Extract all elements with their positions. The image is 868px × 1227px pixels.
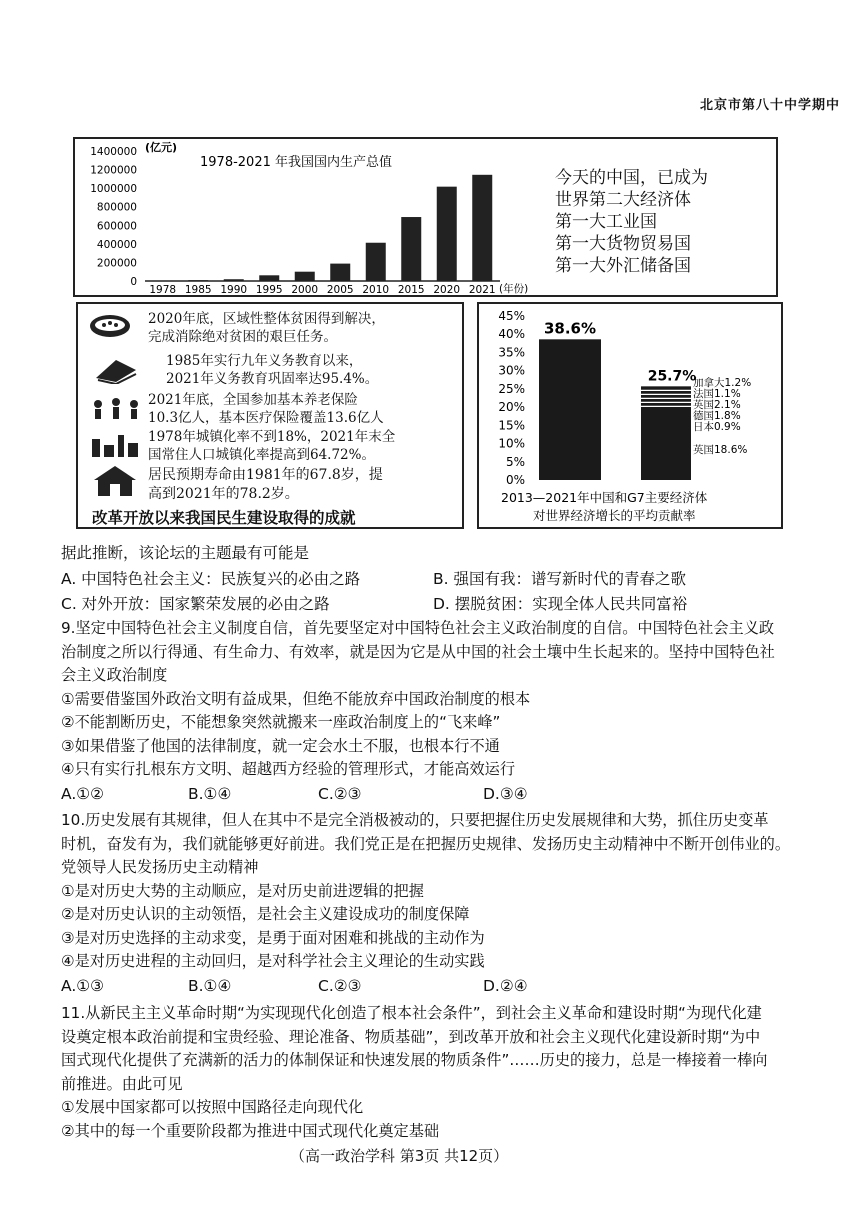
livelihood-panel bbox=[76, 302, 464, 529]
statement-line: 今天的中国，已成为 bbox=[555, 168, 708, 188]
gdp-y-tick-label: 1000000 bbox=[90, 183, 137, 196]
q11-stem-line: 国式现代化提供了充满新的活力的体制保证和快速发展的物质条件”……历史的接力，总是一棒接着一棒向 bbox=[61, 1051, 768, 1069]
q9-stem-line: 会主义政治制度 bbox=[61, 666, 168, 684]
livelihood-line: 国常住人口城镇化率提高到64.72%。 bbox=[148, 447, 375, 463]
q10-stem-line: 10.历史发展有其规律，但人在其中不是完全消极被动的，只要把握住历史发展规律和大势，抓住历史变革 bbox=[61, 811, 769, 829]
contribution-panel bbox=[477, 302, 783, 529]
contribution-legend-label: 德国1.8% bbox=[693, 410, 741, 422]
contribution-chart bbox=[479, 304, 781, 527]
gdp-bar bbox=[330, 264, 350, 281]
gdp-x-tick-label: 1990 bbox=[220, 284, 248, 295]
gdp-bar bbox=[366, 243, 386, 281]
contribution-y-tick-label: 25% bbox=[498, 381, 525, 396]
q10-statement: ②是对历史认识的主动领悟，是社会主义建设成功的制度保障 bbox=[61, 905, 470, 923]
gdp-bar bbox=[295, 272, 315, 281]
contribution-y-tick-label: 35% bbox=[498, 345, 525, 360]
gdp-chart-title: 1978-2021 年我国国内生产总值 bbox=[200, 155, 392, 170]
gdp-x-tick-label: 2000 bbox=[291, 284, 319, 295]
gdp-bar bbox=[224, 279, 244, 281]
q9-statement: ④只有实行扎根东方文明、超越西方经验的管理形式，才能高效运行 bbox=[61, 760, 516, 778]
gdp-y-tick-label: 400000 bbox=[96, 238, 137, 251]
q8-option-c: C. 对外开放：国家繁荣发展的必由之路 bbox=[61, 595, 330, 613]
livelihood-line: 2021年底，全国参加基本养老保险 bbox=[148, 392, 358, 408]
q10-block bbox=[61, 809, 790, 974]
q9-option-d: D.③④ bbox=[483, 785, 528, 803]
statement-line: 第一大外汇储备国 bbox=[555, 256, 691, 276]
contribution-legend-label: 日本0.9% bbox=[693, 421, 741, 433]
statement-line: 第一大货物贸易国 bbox=[555, 234, 691, 254]
gdp-bar bbox=[401, 217, 421, 281]
contribution-caption-line2: 对世界经济增长的平均贡献率 bbox=[533, 508, 696, 523]
contribution-y-tick-label: 10% bbox=[498, 436, 525, 451]
contribution-y-tick-label: 15% bbox=[498, 418, 525, 433]
gdp-bar bbox=[188, 280, 208, 281]
contribution-y-tick-label: 0% bbox=[505, 473, 525, 487]
gdp-chart-unit: (亿元) bbox=[145, 141, 178, 154]
q11-statement: ②其中的每一个重要阶段都为推进中国式现代化奠定基础 bbox=[61, 1121, 440, 1140]
book-icon bbox=[94, 354, 138, 384]
page-footer: （高一政治学科 第3页 共12页） bbox=[290, 1147, 509, 1165]
q10-statement: ①是对历史大势的主动顺应，是对历史前进逻辑的把握 bbox=[61, 881, 424, 900]
gdp-chart bbox=[75, 139, 545, 295]
gdp-bar bbox=[153, 281, 173, 282]
q10-option-b: B.①④ bbox=[188, 977, 232, 995]
livelihood-line: 完成消除绝对贫困的艰巨任务。 bbox=[148, 329, 337, 345]
contribution-legend-label: 英国2.1% bbox=[693, 399, 741, 411]
q9-stem-line: 治制度之所以行得通、有生命力、有效率，就是因为它是从中国的社会土壤中生长起来的。坚持中国特色社 bbox=[61, 642, 775, 661]
q10-statement: ④是对历史进程的主动回归，是对科学社会主义理论的生动实践 bbox=[61, 952, 485, 970]
q8-stem: 据此推断，该论坛的主题最有可能是 bbox=[61, 544, 310, 562]
q9-block bbox=[61, 617, 775, 782]
gdp-x-tick-label: 2010 bbox=[362, 284, 390, 295]
q10-option-a: A.①③ bbox=[61, 977, 105, 995]
q8-option-a: A. 中国特色社会主义：民族复兴的必由之路 bbox=[61, 570, 361, 588]
q9-statement: ③如果借鉴了他国的法律制度，就一定会水土不服，也根本行不通 bbox=[61, 736, 500, 755]
contribution-y-tick-label: 5% bbox=[505, 454, 525, 469]
city-icon bbox=[88, 431, 144, 459]
gdp-bar bbox=[259, 275, 279, 281]
contribution-value-label: 38.6% bbox=[543, 319, 597, 338]
gdp-x-tick-label: 2021 bbox=[468, 284, 496, 295]
contribution-y-tick-label: 30% bbox=[498, 363, 525, 378]
gdp-y-tick-label: 600000 bbox=[96, 220, 137, 233]
q9-option-a: A.①② bbox=[61, 785, 105, 803]
livelihood-line: 1985年实行九年义务教育以来， bbox=[166, 353, 363, 369]
gdp-x-tick-label: 1978 bbox=[149, 284, 177, 295]
contribution-legend-label: 加拿大1.2% bbox=[693, 377, 752, 389]
gdp-y-tick-label: 200000 bbox=[96, 257, 137, 270]
q11-stem-line: 11.从新民主主义革命时期“为实现现代化创造了根本社会条件”，到社会主义革命和建设时期“为现代化建 bbox=[61, 1004, 762, 1022]
q10-stem-line: 党领导人民发扬历史主动精神 bbox=[61, 858, 259, 876]
contribution-legend-label: 英国18.6% bbox=[693, 444, 748, 456]
q11-stem-line: 设奠定根本政治前提和宝贵经验、理论准备、物质基础”，到改革开放和社会主义现代化建设新时期“为中 bbox=[61, 1027, 761, 1046]
gdp-chart-xunit: (年份) bbox=[499, 283, 529, 295]
q11-statement: ①发展中国家都可以按照中国路径走向现代化 bbox=[61, 1098, 364, 1116]
livelihood-line: 高到2021年的78.2岁。 bbox=[148, 486, 299, 502]
livelihood-line: 10.3亿人，基本医疗保险覆盖13.6亿人 bbox=[148, 410, 384, 426]
gdp-x-tick-label: 1985 bbox=[184, 284, 212, 295]
q10-option-c: C.②③ bbox=[318, 977, 362, 995]
livelihood-line: 1978年城镇化率不到18%，2021年末全 bbox=[148, 429, 396, 445]
q9-statement: ②不能割断历史，不能想象突然就搬来一座政治制度上的“飞来峰” bbox=[61, 713, 501, 731]
livelihood-line: 居民预期寿命由1981年的67.8岁，提 bbox=[148, 467, 383, 483]
contribution-caption-line1: 2013—2021年中国和G7主要经济体 bbox=[501, 490, 708, 505]
q9-stem-line: 9.坚定中国特色社会主义制度自信，首先要坚定对中国特色社会主义政治制度的自信。中国特色社会主义政 bbox=[61, 619, 775, 637]
gdp-bar bbox=[437, 187, 457, 281]
q11-block bbox=[61, 1002, 768, 1143]
gdp-y-tick-label: 1200000 bbox=[90, 164, 137, 177]
contribution-y-tick-label: 45% bbox=[498, 309, 525, 323]
gdp-y-tick-label: 800000 bbox=[96, 201, 137, 214]
q9-option-c: C.②③ bbox=[318, 785, 362, 803]
bowl-icon bbox=[88, 312, 132, 340]
house-icon bbox=[90, 464, 140, 498]
statement-line: 第一大工业国 bbox=[555, 212, 657, 232]
gdp-x-tick-label: 2005 bbox=[326, 284, 354, 295]
gdp-x-tick-label: 2020 bbox=[433, 284, 461, 295]
q9-statement: ①需要借鉴国外政治文明有益成果，但绝不能放弃中国政治制度的根本 bbox=[61, 689, 531, 708]
livelihood-line: 2021年义务教育巩固率达95.4%。 bbox=[166, 371, 379, 387]
q10-option-d: D.②④ bbox=[483, 977, 528, 995]
gdp-bar bbox=[472, 175, 492, 281]
gdp-y-tick-label: 0 bbox=[130, 276, 137, 288]
gdp-y-tick-label: 1400000 bbox=[90, 146, 137, 158]
livelihood-caption: 改革开放以来我国民生建设取得的成就 bbox=[92, 508, 356, 527]
contribution-y-tick-label: 40% bbox=[498, 327, 525, 342]
people-icon bbox=[88, 396, 144, 422]
statement-line: 世界第二大经济体 bbox=[555, 190, 691, 210]
gdp-x-tick-label: 1995 bbox=[255, 284, 283, 295]
q8-option-d: D. 摆脱贫困：实现全体人民共同富裕 bbox=[433, 595, 688, 613]
q8-option-b: B. 强国有我：谱写新时代的青春之歌 bbox=[433, 570, 686, 588]
gdp-x-tick-label: 2015 bbox=[397, 284, 425, 295]
contribution-bar bbox=[641, 386, 691, 480]
china-statements bbox=[555, 167, 708, 277]
contribution-legend-label: 法国1.1% bbox=[693, 388, 741, 400]
contribution-y-tick-label: 20% bbox=[498, 400, 525, 415]
livelihood-line: 2020年底，区域性整体贫困得到解决， bbox=[148, 311, 385, 327]
q9-option-b: B.①④ bbox=[188, 785, 232, 803]
q10-stem-line: 时机，奋发有为，我们就能够更好前进。我们党正是在把握历史规律、发扬历史主动精神中不断开创伟业的。 bbox=[61, 834, 790, 853]
q10-statement: ③是对历史选择的主动求变，是勇于面对困难和挑战的主动作为 bbox=[61, 928, 485, 947]
contribution-bar bbox=[539, 339, 601, 480]
q11-stem-line: 前推进。由此可见 bbox=[61, 1074, 183, 1093]
contribution-value-label: 25.7% bbox=[647, 368, 697, 385]
gdp-panel bbox=[73, 137, 778, 297]
school-header: 北京市第八十中学期中 bbox=[699, 98, 840, 113]
